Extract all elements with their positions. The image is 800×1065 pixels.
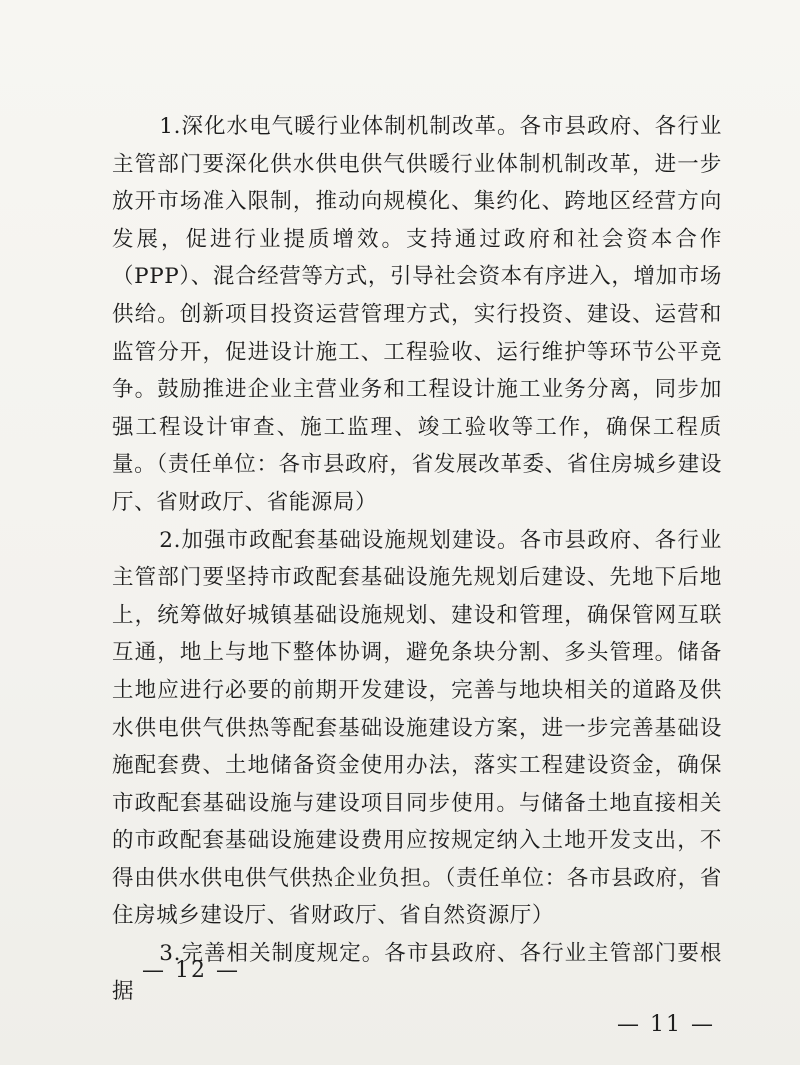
paragraph-1: 1.深化水电气暖行业体制机制改革。各市县政府、各行业主管部门要深化供水供电供气供暖行业体制机制改革，进一步放开市场准入限制，推动向规模化、集约化、跨地区经营方向发展，促进行业提质增效。支持通过政府和社会资本合作（PPP）、混合经营等方式，引导社会资本有序进入，增加市场供给。创新项目投资运营管理方式，实行投资、建设、运营和监管分开，促进设计施工、工程验收、运行维护等环节公平竞争。鼓励推进企业主营业务和工程设计施工业务分离，同步加强工程设计审查、施工监理、竣工验收等工作，确保工程质量。（责任单位：各市县政府，省发展改革委、省住房城乡建设厅、省财政厅、省能源局） bbox=[112, 114, 722, 515]
page-number-left: — 12 — bbox=[142, 958, 240, 983]
paragraph-3: 3.完善相关制度规定。各市县政府、各行业主管部门要根据 bbox=[112, 941, 722, 1004]
document-body bbox=[112, 108, 722, 1010]
page-number-right: — 11 — bbox=[617, 1012, 715, 1037]
paragraph-2: 2.加强市政配套基础设施规划建设。各市县政府、各行业主管部门要坚持市政配套基础设施先规划后建设、先地下后地上，统筹做好城镇基础设施规划、建设和管理，确保管网互联互通，地上与地下整体协调，避免条块分割、多头管理。储备土地应进行必要的前期开发建设，完善与地块相关的道路及供水供电供气供热等配套基础设施建设方案，进一步完善基础设施配套费、土地储备资金使用办法，落实工程建设资金，确保市政配套基础设施与建设项目同步使用。与储备土地直接相关的市政配套基础设施建设费用应按规定纳入土地开发支出，不得由供水供电供气供热企业负担。（责任单位：各市县政府，省住房城乡建设厅、省财政厅、省自然资源厅） bbox=[112, 527, 722, 929]
